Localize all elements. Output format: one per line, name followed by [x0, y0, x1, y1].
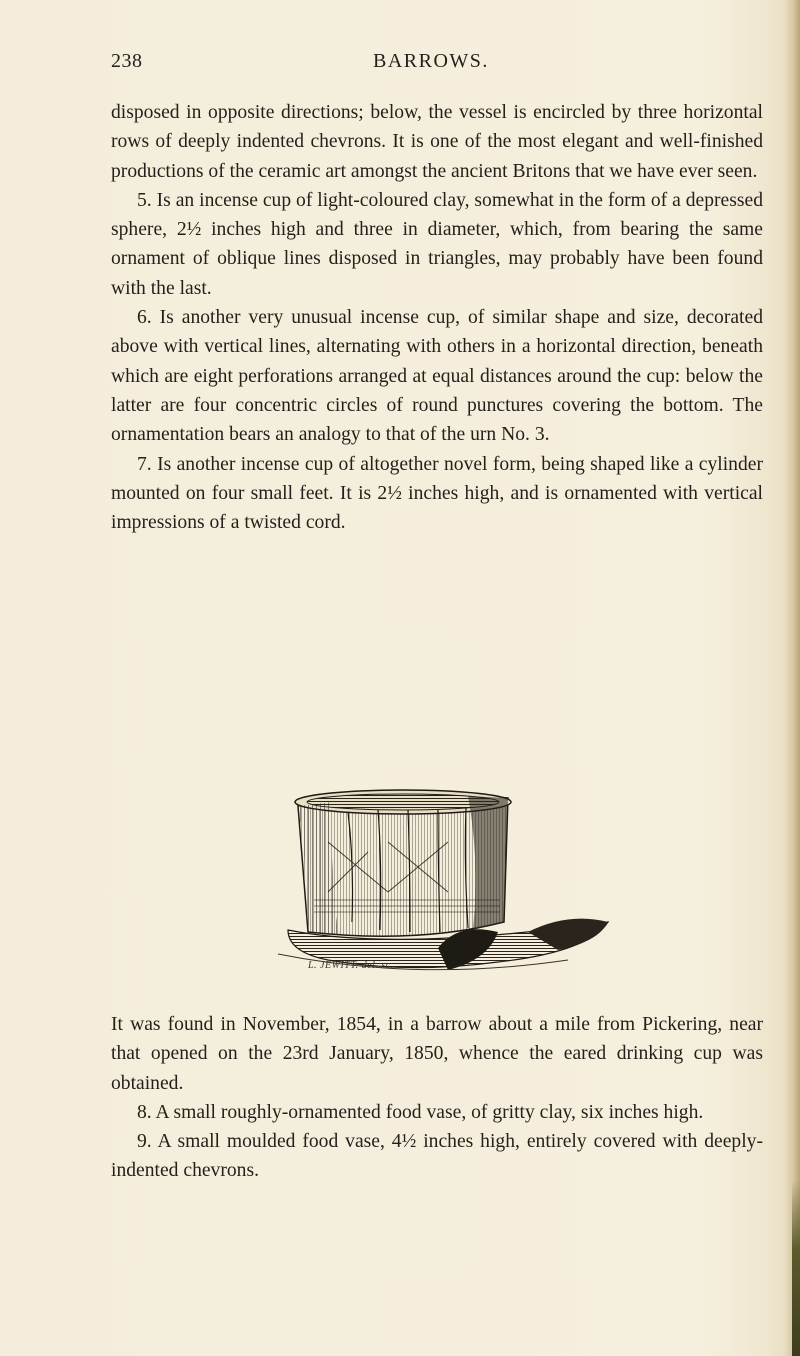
- cylinder-cup-illustration: [268, 782, 614, 990]
- paragraph-item-5: 5. Is an incense cup of light-coloured clay, somewhat in the form of a depressed sphere, 2½ inches high and three in diameter, which, from bearing the same ornament of oblique lines disposed in triangles, may probably have been found with the last.: [111, 189, 763, 299]
- running-head: BARROWS.: [373, 50, 489, 72]
- page-edge-stain: [792, 1180, 800, 1356]
- page-edge-shadow: [784, 0, 800, 1356]
- paragraph-item-9: 9. A small moulded food vase, 4½ inches high, entirely covered with deeply-indented chevrons.: [111, 1131, 763, 1182]
- paragraph-item-6: 6. Is another very unusual incense cup, of similar shape and size, decorated above with vertical lines, alternating with others in a horizontal direction, beneath which are eight perforations arranged at equal distances around the cup: below the latter are four concentric circles of round punctures covering the bottom. The ornamentation bears an analogy to that of the urn No. 3.: [111, 307, 763, 446]
- page-number: 238: [111, 50, 143, 72]
- page-header: [111, 50, 761, 80]
- paragraph-item-8: 8. A small roughly-ornamented food vase, of gritty clay, six inches high.: [137, 1101, 704, 1123]
- paragraph-continuation: disposed in opposite directions; below, the vessel is encircled by three horizontal rows of deeply indented chevrons. It is one of the most elegant and well-finished productions of the ceramic art amongst the ancient Britons that we have ever seen.: [111, 102, 763, 182]
- incense-cup-engraving: [268, 782, 614, 990]
- body-text-bottom: [111, 1010, 763, 1186]
- paragraph-find-location: It was found in November, 1854, in a barrow about a mile from Pickering, near that opened on the 23rd January, 1850, whence the eared drinking cup was obtained.: [111, 1014, 763, 1094]
- body-text-top: [111, 98, 763, 537]
- engraver-signature: L. JEWITT. del. sc.: [308, 960, 394, 971]
- paragraph-item-7: 7. Is another incense cup of altogether novel form, being shaped like a cylinder mounted on four small feet. It is 2½ inches high, and is ornamented with vertical impressions of a twisted cord.: [111, 453, 763, 534]
